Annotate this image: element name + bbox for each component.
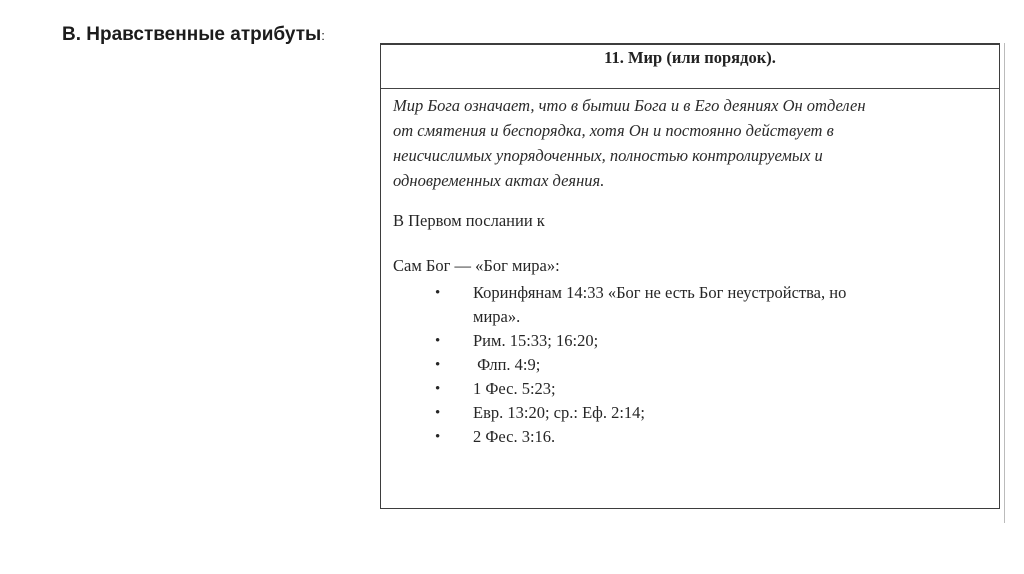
definition-line: Мир Бога означает, что в бытии Бога и в Его деяниях Он отделен (393, 96, 866, 115)
verse-text: Флп. 4:9; (473, 355, 541, 374)
definition-line: от смятения и беспорядка, хотя Он и постоянно действует в (393, 121, 834, 140)
bullet-icon: • (435, 405, 441, 421)
bullet-icon: • (435, 357, 441, 373)
bullet-icon: • (435, 381, 441, 397)
document-heading (381, 45, 999, 89)
definition-paragraph (393, 93, 999, 193)
document-body (381, 89, 999, 449)
scanned-document-box (380, 43, 1000, 509)
verse-text (473, 281, 999, 329)
verse-line: мира». (473, 307, 521, 326)
slide-title (62, 24, 325, 46)
slide-title-colon: : (321, 28, 325, 43)
verse-line: Коринфянам 14:33 «Бог не есть Бог неустройства, но (473, 283, 847, 302)
verse-item (393, 329, 999, 353)
verse-item (393, 425, 999, 449)
god-of-peace-line: Сам Бог — «Бог мира»: (393, 256, 560, 275)
verse-item (393, 377, 999, 401)
bullet-icon: • (435, 429, 441, 445)
verse-text: 2 Фес. 3:16. (473, 427, 556, 446)
verse-item (393, 353, 999, 377)
document-heading-text: 11. Мир (или порядок). (604, 48, 776, 67)
verse-item (393, 281, 999, 329)
verse-list (393, 281, 999, 449)
definition-line: одновременных актах деяния. (393, 171, 605, 190)
verse-text: Евр. 13:20; ср.: Еф. 2:14; (473, 403, 646, 422)
bullet-icon: • (435, 333, 441, 349)
verse-text: 1 Фес. 5:23; (473, 379, 556, 398)
definition-line: неисчислимых упорядоченных, полностью контролируемых и (393, 146, 823, 165)
verse-text: Рим. 15:33; 16:20; (473, 331, 599, 350)
slide-title-text: В. Нравственные атрибуты (62, 24, 322, 45)
first-epistle-line: В Первом послании к (393, 211, 545, 230)
bullet-icon: • (435, 285, 441, 301)
verse-item (393, 401, 999, 425)
